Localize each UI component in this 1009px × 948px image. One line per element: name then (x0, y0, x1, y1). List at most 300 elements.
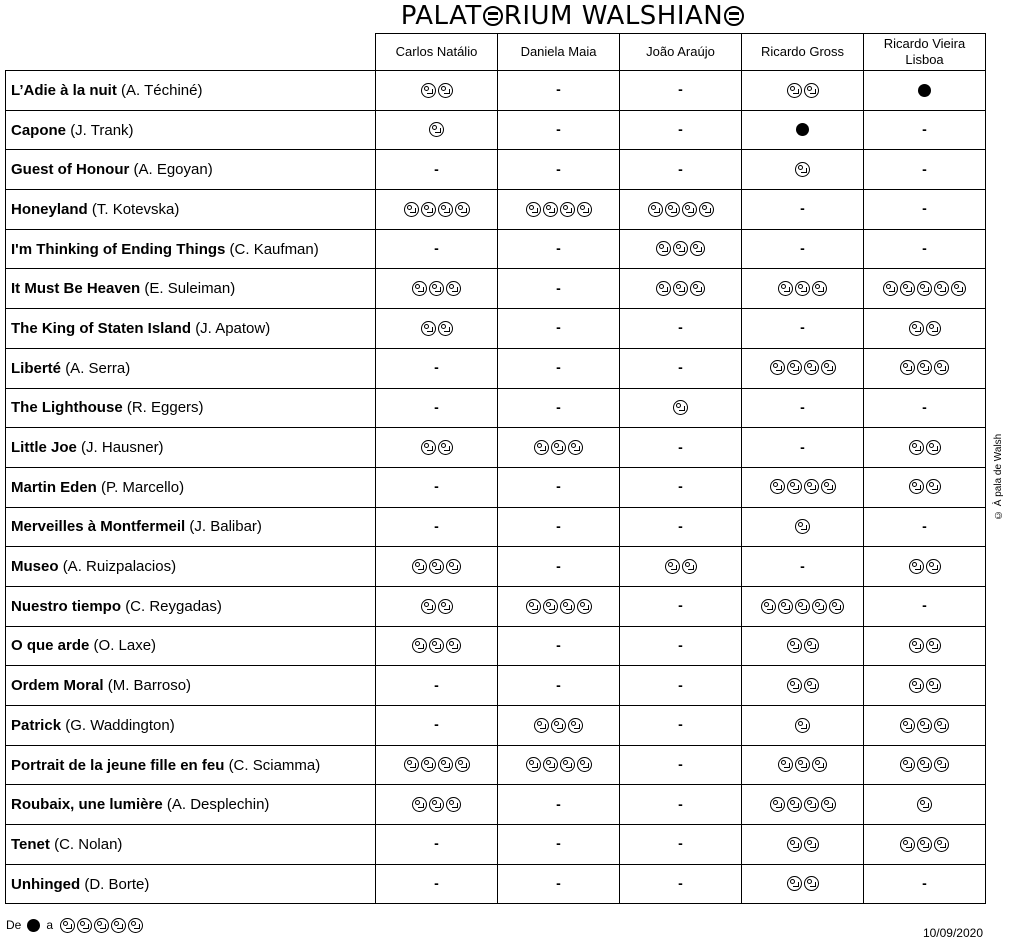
no-rating-dash: - (434, 160, 439, 177)
rating-cell (620, 745, 742, 785)
table-row (6, 864, 986, 904)
rating-cell (864, 229, 986, 269)
walsh-logo-icon (787, 360, 802, 375)
walsh-logo-icon (429, 281, 444, 296)
film-cell (6, 507, 376, 547)
walsh-logo-icon (804, 876, 819, 891)
rating-cell (498, 825, 620, 865)
walsh-logo-icon (455, 757, 470, 772)
table-row (6, 745, 986, 785)
walsh-logo-icon (438, 440, 453, 455)
no-rating-dash: - (678, 716, 683, 733)
table-row (6, 586, 986, 626)
walsh-logo-icon (560, 757, 575, 772)
walsh-logo-icon (787, 876, 802, 891)
rating-cell (620, 507, 742, 547)
walsh-logo-icon (577, 757, 592, 772)
walsh-logo-icon (900, 718, 915, 733)
film-cell (6, 71, 376, 111)
film-title: Merveilles à Montfermeil (11, 518, 186, 536)
rating-cell (864, 745, 986, 785)
walsh-logo-icon (673, 241, 688, 256)
no-rating-dash: - (678, 319, 683, 336)
walsh-logo-icon (412, 281, 427, 296)
rating-cell (620, 825, 742, 865)
walsh-logo-icon (429, 797, 444, 812)
walsh-logo-icon (438, 757, 453, 772)
rating-cell (864, 626, 986, 666)
walsh-logo-icon (934, 757, 949, 772)
no-rating-dash: - (678, 359, 683, 376)
rating-cell (742, 745, 864, 785)
film-director: (C. Sciamma) (228, 756, 321, 774)
film-director: (J. Apatow) (195, 319, 271, 337)
walsh-logo-icon (821, 797, 836, 812)
no-rating-dash: - (434, 875, 439, 892)
rating-cell (376, 309, 498, 349)
table-row (6, 348, 986, 388)
black-dot-icon (796, 123, 809, 136)
walsh-logo-icon (926, 479, 941, 494)
walsh-logo-icon (656, 241, 671, 256)
rating-cell (742, 348, 864, 388)
walsh-logo-icon (787, 638, 802, 653)
rating-cell (376, 110, 498, 150)
no-rating-dash: - (800, 200, 805, 217)
no-rating-dash: - (678, 438, 683, 455)
walsh-logo-icon (821, 360, 836, 375)
film-cell (6, 110, 376, 150)
rating-cell (376, 586, 498, 626)
walsh-logo-icon (917, 837, 932, 852)
film-title: Museo (11, 558, 59, 576)
walsh-logo-icon (909, 678, 924, 693)
walsh-logo-icon (917, 360, 932, 375)
film-title: Nuestro tiempo (11, 597, 122, 615)
rating-cell (376, 507, 498, 547)
walsh-logo-icon (483, 6, 503, 26)
film-cell (6, 348, 376, 388)
legend-max-rating (59, 917, 144, 932)
rating-cell (864, 547, 986, 587)
rating-cell (620, 586, 742, 626)
walsh-logo-icon (543, 757, 558, 772)
film-cell (6, 229, 376, 269)
title-part-1: PALAT (400, 1, 482, 31)
walsh-logo-icon (429, 638, 444, 653)
walsh-logo-icon (446, 638, 461, 653)
film-title: O que arde (11, 637, 90, 655)
table-row (6, 229, 986, 269)
rating-cell (498, 269, 620, 309)
walsh-logo-icon (926, 321, 941, 336)
rating-cell (864, 110, 986, 150)
rating-cell (498, 666, 620, 706)
no-rating-dash: - (678, 835, 683, 852)
rating-cell (376, 467, 498, 507)
walsh-logo-icon (551, 440, 566, 455)
walsh-logo-icon (909, 321, 924, 336)
walsh-logo-icon (883, 281, 898, 296)
film-title: Portrait de la jeune fille en feu (11, 756, 225, 774)
walsh-logo-icon (543, 202, 558, 217)
walsh-logo-icon (804, 360, 819, 375)
no-rating-dash: - (800, 319, 805, 336)
table-row (6, 190, 986, 230)
no-rating-dash: - (434, 716, 439, 733)
no-rating-dash: - (678, 121, 683, 138)
walsh-logo-icon (438, 83, 453, 98)
walsh-logo-icon (812, 599, 827, 614)
rating-cell (620, 269, 742, 309)
rating-cell (376, 666, 498, 706)
no-rating-dash: - (678, 795, 683, 812)
film-director: (G. Waddington) (65, 716, 175, 734)
no-rating-dash: - (678, 478, 683, 495)
film-director: (A. Desplechin) (166, 796, 270, 814)
title-part-2: RIUM WALSHIAN (503, 1, 724, 31)
rating-cell (376, 745, 498, 785)
no-rating-dash: - (922, 121, 927, 138)
film-director: (D. Borte) (84, 875, 150, 893)
film-cell (6, 428, 376, 468)
film-cell (6, 150, 376, 190)
walsh-logo-icon (455, 202, 470, 217)
film-cell (6, 825, 376, 865)
film-title: It Must Be Heaven (11, 280, 141, 298)
legend-from-label: De (6, 918, 22, 932)
rating-cell (742, 388, 864, 428)
walsh-logo-icon (900, 757, 915, 772)
rating-cell (742, 825, 864, 865)
film-director: (R. Eggers) (126, 399, 204, 417)
walsh-logo-icon (568, 718, 583, 733)
rating-cell (620, 428, 742, 468)
no-rating-dash: - (922, 160, 927, 177)
rating-cell (376, 71, 498, 111)
rating-cell (498, 745, 620, 785)
table-row (6, 428, 986, 468)
page-title (0, 0, 1009, 32)
rating-cell (498, 864, 620, 904)
film-director: (M. Barroso) (107, 677, 192, 695)
walsh-logo-icon (917, 757, 932, 772)
film-director: (J. Hausner) (81, 439, 164, 457)
critic-header: Ricardo Gross (742, 34, 864, 71)
rating-cell (498, 785, 620, 825)
rating-cell (620, 547, 742, 587)
film-director: (A. Ruizpalacios) (62, 558, 177, 576)
walsh-logo-icon (421, 599, 436, 614)
walsh-logo-icon (526, 757, 541, 772)
no-rating-dash: - (556, 875, 561, 892)
rating-cell (498, 309, 620, 349)
rating-cell (620, 348, 742, 388)
table-row (6, 71, 986, 111)
walsh-logo-icon (804, 797, 819, 812)
walsh-logo-icon (795, 162, 810, 177)
walsh-logo-icon (909, 479, 924, 494)
film-title: Liberté (11, 359, 62, 377)
walsh-logo-icon (446, 559, 461, 574)
no-rating-dash: - (556, 835, 561, 852)
rating-cell (620, 785, 742, 825)
film-title: Ordem Moral (11, 677, 104, 695)
film-title: Guest of Honour (11, 161, 130, 179)
no-rating-dash: - (800, 398, 805, 415)
rating-cell (742, 190, 864, 230)
rating-cell (864, 348, 986, 388)
date: 10/09/2020 (922, 926, 983, 940)
rating-cell (864, 666, 986, 706)
table-row (6, 706, 986, 746)
rating-cell (864, 428, 986, 468)
header-corner (6, 34, 376, 71)
no-rating-dash: - (556, 121, 561, 138)
film-title: Tenet (11, 835, 50, 853)
rating-cell (620, 706, 742, 746)
critic-header: João Araújo (620, 34, 742, 71)
rating-cell (620, 864, 742, 904)
walsh-logo-icon (429, 559, 444, 574)
walsh-logo-icon (804, 837, 819, 852)
walsh-logo-icon (111, 918, 126, 933)
film-director: (O. Laxe) (93, 637, 157, 655)
walsh-logo-icon (412, 797, 427, 812)
no-rating-dash: - (434, 398, 439, 415)
walsh-logo-icon (934, 360, 949, 375)
no-rating-dash: - (434, 835, 439, 852)
table-row (6, 269, 986, 309)
rating-cell (376, 864, 498, 904)
walsh-logo-icon (421, 321, 436, 336)
table-row (6, 507, 986, 547)
film-title: The Lighthouse (11, 399, 123, 417)
no-rating-dash: - (800, 557, 805, 574)
walsh-logo-icon (560, 202, 575, 217)
film-cell (6, 547, 376, 587)
walsh-logo-icon (770, 479, 785, 494)
walsh-logo-icon (682, 559, 697, 574)
walsh-logo-icon (821, 479, 836, 494)
critic-header: Carlos Natálio (376, 34, 498, 71)
walsh-logo-icon (665, 202, 680, 217)
film-title: Honeyland (11, 200, 88, 218)
walsh-logo-icon (934, 281, 949, 296)
no-rating-dash: - (678, 81, 683, 98)
header-row (6, 34, 986, 71)
film-director: (C. Kaufman) (229, 240, 319, 258)
walsh-logo-icon (543, 599, 558, 614)
rating-cell (864, 706, 986, 746)
rating-cell (498, 706, 620, 746)
rating-cell (498, 110, 620, 150)
rating-cell (864, 825, 986, 865)
rating-cell (742, 110, 864, 150)
walsh-logo-icon (404, 202, 419, 217)
rating-cell (864, 467, 986, 507)
black-dot-icon (918, 84, 931, 97)
no-rating-dash: - (922, 240, 927, 257)
walsh-logo-icon (900, 281, 915, 296)
no-rating-dash: - (678, 676, 683, 693)
rating-cell (498, 547, 620, 587)
critic-header: Daniela Maia (498, 34, 620, 71)
film-title: Capone (11, 121, 67, 139)
rating-cell (376, 706, 498, 746)
walsh-logo-icon (648, 202, 663, 217)
no-rating-dash: - (434, 240, 439, 257)
rating-cell (864, 190, 986, 230)
film-title: The King of Staten Island (11, 319, 192, 337)
rating-cell (498, 190, 620, 230)
no-rating-dash: - (678, 756, 683, 773)
walsh-logo-icon (534, 440, 549, 455)
rating-cell (620, 229, 742, 269)
rating-cell (498, 467, 620, 507)
rating-cell (376, 626, 498, 666)
rating-cell (620, 388, 742, 428)
no-rating-dash: - (556, 359, 561, 376)
walsh-logo-icon (917, 797, 932, 812)
walsh-logo-icon (900, 360, 915, 375)
walsh-logo-icon (934, 718, 949, 733)
rating-cell (498, 348, 620, 388)
rating-cell (376, 428, 498, 468)
rating-cell (864, 309, 986, 349)
walsh-logo-icon (438, 599, 453, 614)
walsh-logo-icon (926, 678, 941, 693)
rating-cell (742, 507, 864, 547)
rating-cell (620, 467, 742, 507)
walsh-logo-icon (446, 797, 461, 812)
table-row (6, 666, 986, 706)
rating-cell (620, 309, 742, 349)
walsh-logo-icon (551, 718, 566, 733)
walsh-logo-icon (421, 757, 436, 772)
walsh-logo-icon (900, 837, 915, 852)
walsh-logo-icon (724, 6, 744, 26)
no-rating-dash: - (556, 557, 561, 574)
rating-cell (742, 309, 864, 349)
walsh-logo-icon (926, 638, 941, 653)
table-row (6, 547, 986, 587)
rating-cell (742, 666, 864, 706)
walsh-logo-icon (60, 918, 75, 933)
walsh-logo-icon (829, 599, 844, 614)
no-rating-dash: - (556, 478, 561, 495)
walsh-logo-icon (787, 837, 802, 852)
rating-cell (376, 229, 498, 269)
walsh-logo-icon (795, 519, 810, 534)
table-row (6, 785, 986, 825)
walsh-logo-icon (690, 281, 705, 296)
film-title: I'm Thinking of Ending Things (11, 240, 226, 258)
rating-cell (864, 785, 986, 825)
walsh-logo-icon (795, 281, 810, 296)
critic-header: Ricardo Vieira Lisboa (864, 34, 986, 71)
no-rating-dash: - (922, 398, 927, 415)
no-rating-dash: - (922, 200, 927, 217)
black-dot-icon (27, 919, 40, 932)
walsh-logo-icon (421, 440, 436, 455)
film-title: L’Adie à la nuit (11, 81, 117, 99)
rating-cell (376, 269, 498, 309)
film-cell (6, 269, 376, 309)
film-director: (C. Reygadas) (125, 597, 222, 615)
rating-cell (376, 348, 498, 388)
walsh-logo-icon (94, 918, 109, 933)
rating-cell (376, 150, 498, 190)
walsh-logo-icon (656, 281, 671, 296)
table-row (6, 626, 986, 666)
no-rating-dash: - (556, 795, 561, 812)
rating-cell (620, 150, 742, 190)
walsh-logo-icon (787, 83, 802, 98)
copyright: © À pala de Walsh (993, 433, 1004, 521)
film-title: Patrick (11, 716, 62, 734)
rating-cell (742, 269, 864, 309)
walsh-logo-icon (778, 757, 793, 772)
table-row (6, 150, 986, 190)
walsh-logo-icon (787, 678, 802, 693)
rating-cell (742, 706, 864, 746)
rating-cell (742, 150, 864, 190)
rating-cell (498, 507, 620, 547)
no-rating-dash: - (556, 517, 561, 534)
walsh-logo-icon (926, 559, 941, 574)
walsh-logo-icon (795, 718, 810, 733)
no-rating-dash: - (434, 478, 439, 495)
rating-cell (498, 388, 620, 428)
rating-cell (742, 467, 864, 507)
film-director: (A. Téchiné) (121, 81, 203, 99)
walsh-logo-icon (446, 281, 461, 296)
walsh-logo-icon (404, 757, 419, 772)
film-cell (6, 388, 376, 428)
walsh-logo-icon (917, 281, 932, 296)
no-rating-dash: - (800, 438, 805, 455)
film-title: Martin Eden (11, 478, 97, 496)
film-cell (6, 745, 376, 785)
no-rating-dash: - (556, 279, 561, 296)
rating-cell (864, 388, 986, 428)
walsh-logo-icon (421, 83, 436, 98)
walsh-logo-icon (673, 400, 688, 415)
film-director: (C. Nolan) (54, 835, 123, 853)
rating-cell (742, 547, 864, 587)
walsh-logo-icon (665, 559, 680, 574)
no-rating-dash: - (434, 676, 439, 693)
no-rating-dash: - (922, 517, 927, 534)
walsh-logo-icon (909, 440, 924, 455)
no-rating-dash: - (678, 160, 683, 177)
no-rating-dash: - (678, 636, 683, 653)
walsh-logo-icon (568, 440, 583, 455)
rating-cell (498, 71, 620, 111)
no-rating-dash: - (556, 81, 561, 98)
rating-cell (498, 626, 620, 666)
walsh-logo-icon (804, 83, 819, 98)
walsh-logo-icon (812, 281, 827, 296)
walsh-logo-icon (128, 918, 143, 933)
no-rating-dash: - (678, 875, 683, 892)
table-row (6, 467, 986, 507)
walsh-logo-icon (526, 599, 541, 614)
film-cell (6, 190, 376, 230)
walsh-logo-icon (787, 479, 802, 494)
film-cell (6, 785, 376, 825)
